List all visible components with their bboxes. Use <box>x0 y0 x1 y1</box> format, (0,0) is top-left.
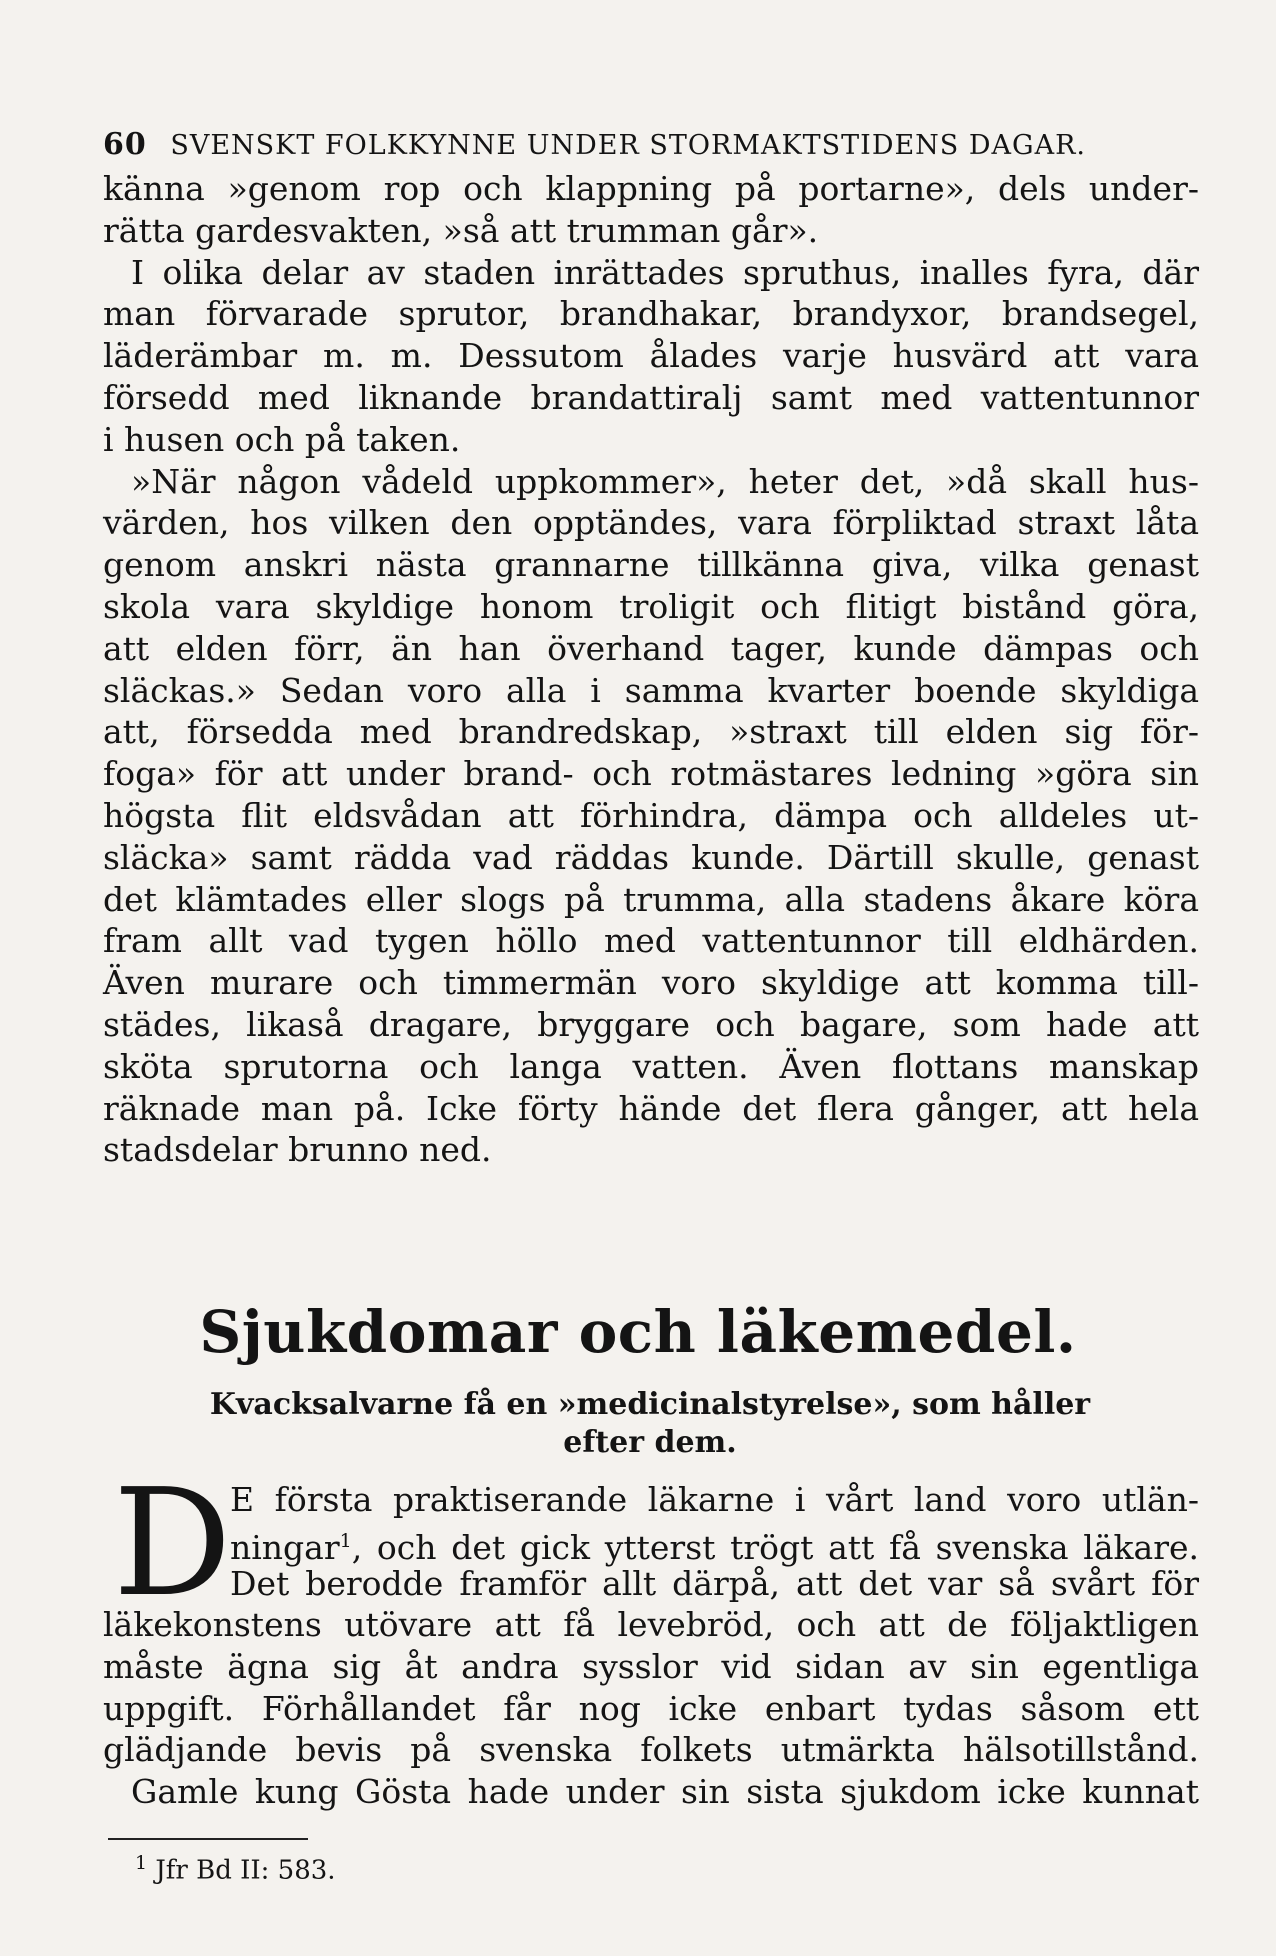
drop-cap: D <box>113 1457 232 1629</box>
text-line: glädjande bevis på svenska folkets utmärkta hälsotillstånd. <box>103 1730 1199 1770</box>
body-text-top <box>103 168 1199 1171</box>
text-line: värden, hos vilken den opptändes, vara förpliktad straxt låta <box>103 503 1199 543</box>
text-line <box>230 1521 1199 1567</box>
text-line: måste ägna sig åt andra sysslor vid sidan av sin egentliga <box>103 1646 1199 1686</box>
section-subtitle <box>150 1386 1150 1462</box>
subtitle-line: efter dem. <box>563 1425 737 1460</box>
text-line: läderämbar m. m. Dessutom ålades varje husvärd att vara <box>103 336 1199 376</box>
text-fragment: ningar <box>230 1527 340 1567</box>
text-line: släcka» samt rädda vad räddas kunde. Därtill skulle, genast <box>103 837 1199 877</box>
text-line: det klämtades eller slogs på trumma, alla stadens åkare köra <box>103 879 1199 919</box>
body-text-bottom <box>103 1604 1199 1813</box>
text-line: försedd med liknande brandattiralj samt med vattentunnor <box>103 377 1199 417</box>
subtitle-line: Kvacksalvarne få en »medicinalstyrelse», som håller <box>209 1387 1091 1422</box>
drop-cap-text <box>230 1479 1199 1604</box>
text-line: att, försedda med brandredskap, »straxt till elden sig för- <box>103 712 1199 752</box>
text-line: att elden förr, än han överhand tager, kunde dämpas och <box>103 628 1199 668</box>
running-head <box>103 127 1193 162</box>
footnote-marker: 1 <box>135 1852 148 1874</box>
text-line: I olika delar av staden inrättades spruthus, inalles fyra, där <box>131 252 1199 292</box>
text-line: uppgift. Förhållandet får nog icke enbart tydas såsom ett <box>103 1688 1199 1728</box>
text-line: i husen och på taken. <box>103 419 461 459</box>
page-number: 60 <box>103 127 147 162</box>
footnote-text: Jfr Bd II: 583. <box>155 1855 336 1886</box>
text-line: räknade man på. Icke förty hände det flera gånger, att hela <box>103 1088 1199 1128</box>
footnote-ref: 1 <box>339 1529 352 1552</box>
text-line: högsta flit eldsvådan att förhindra, dämpa och alldeles ut- <box>103 795 1199 835</box>
text-line: Det berodde framför allt därpå, att det var så svårt för <box>230 1563 1199 1603</box>
running-title: SVENSKT FOLKKYNNE UNDER STORMAKTSTIDENS DAGAR. <box>170 130 1087 161</box>
text-line: släckas.» Sedan voro alla i samma kvarter boende skyldiga <box>103 670 1199 710</box>
footnote <box>135 1852 336 1886</box>
text-line: genom anskri nästa grannarne tillkänna giva, vilka genast <box>103 545 1199 585</box>
text-line: skola vara skyldige honom troligit och flitigt bistånd göra, <box>103 586 1199 626</box>
text-line: städes, likaså dragare, bryggare och bagare, som hade att <box>103 1004 1199 1044</box>
text-line: fram allt vad tygen höllo med vattentunnor till eldhärden. <box>103 921 1199 961</box>
text-line: stadsdelar brunno ned. <box>103 1130 492 1170</box>
text-line: känna »genom rop och klappning på portarne», dels under- <box>103 169 1199 208</box>
text-fragment: , och det gick ytterst trögt att få svenska läkare. <box>351 1527 1199 1567</box>
text-line: man förvarade sprutor, brandhakar, brandyxor, brandsegel, <box>103 294 1199 334</box>
text-line: rätta gardesvakten, »så att trumman går». <box>103 210 819 250</box>
text-line: E första praktiserande läkarne i vårt land voro utlän- <box>230 1480 1199 1519</box>
text-line: foga» för att under brand- och rotmästares ledning »göra sin <box>103 754 1199 794</box>
text-line: läkekonstens utövare att få levebröd, och att de följaktligen <box>103 1605 1199 1644</box>
text-line: Gamle kung Gösta hade under sin sista sjukdom icke kunnat <box>131 1772 1199 1812</box>
text-line: Även murare och timmermän voro skyldige att komma till- <box>103 963 1199 1003</box>
text-line: »När någon vådeld uppkommer», heter det, »då skall hus- <box>131 461 1199 501</box>
text-line: sköta sprutorna och langa vatten. Även flottans manskap <box>103 1046 1199 1086</box>
section-title: Sjukdomar och läkemedel. <box>199 1298 1077 1366</box>
footnote-rule <box>108 1838 308 1840</box>
